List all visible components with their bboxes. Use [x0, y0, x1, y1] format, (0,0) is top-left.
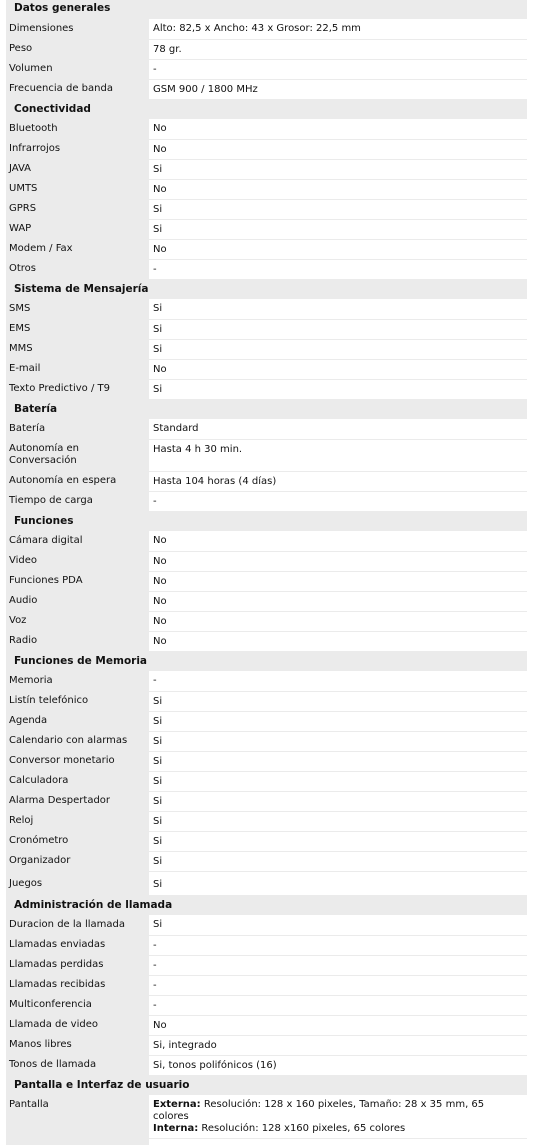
- spec-value: No: [149, 179, 527, 199]
- spec-row: [6, 531, 527, 551]
- spec-row: [6, 551, 527, 571]
- spec-value: Si: [149, 199, 527, 219]
- spec-value: Si: [149, 811, 527, 831]
- spec-row: [6, 339, 527, 359]
- spec-label: Texto Predictivo / T9: [6, 379, 149, 399]
- spec-row: [6, 19, 527, 39]
- spec-value: -: [149, 671, 527, 691]
- spec-label: Llamadas recibidas: [6, 975, 149, 995]
- spec-row: [6, 239, 527, 259]
- spec-label: Funciones PDA: [6, 571, 149, 591]
- spec-value: Si: [149, 751, 527, 771]
- spec-value: Si: [149, 691, 527, 711]
- section-header: [6, 651, 527, 671]
- spec-value: Alto: 82,5 x Ancho: 43 x Grosor: 22,5 mm: [149, 19, 527, 39]
- spec-value: No: [149, 139, 527, 159]
- spec-label: MMS: [6, 339, 149, 359]
- spec-value-text: Resolución: 128 x160 pixeles, 65 colores: [198, 1123, 406, 1134]
- spec-value: -: [149, 975, 527, 995]
- spec-row: [6, 851, 527, 871]
- spec-row: [6, 871, 527, 895]
- spec-value: No: [149, 1015, 527, 1035]
- spec-label: JAVA: [6, 159, 149, 179]
- spec-value-text: Resolución: 128 x 160 pixeles, Tamaño: 28 x 35 mm, 65 colores: [153, 1099, 485, 1122]
- spec-row: [6, 59, 527, 79]
- spec-label: Batería: [6, 419, 149, 439]
- spec-row: [6, 955, 527, 975]
- spec-value: Si: [149, 831, 527, 851]
- spec-label: Video: [6, 551, 149, 571]
- spec-label: EMS: [6, 319, 149, 339]
- section-title: Batería: [6, 399, 527, 419]
- spec-row: [6, 179, 527, 199]
- spec-value: 78 gr.: [149, 39, 527, 59]
- spec-row: [6, 1095, 527, 1138]
- spec-label: Llamadas enviadas: [6, 935, 149, 955]
- spec-label: Tonos de llamada: [6, 1055, 149, 1075]
- section-title: Datos generales: [6, 0, 527, 19]
- spec-label: Otros: [6, 259, 149, 279]
- spec-label: Volumen: [6, 59, 149, 79]
- spec-row: [6, 1035, 527, 1055]
- spec-value: No: [149, 119, 527, 139]
- spec-row: [6, 591, 527, 611]
- spec-label: Duracion de la llamada: [6, 915, 149, 935]
- spec-row: [6, 811, 527, 831]
- spec-row: [6, 831, 527, 851]
- spec-row: [6, 259, 527, 279]
- spec-row: [6, 39, 527, 59]
- spec-value: No: [149, 571, 527, 591]
- spec-value: No: [149, 551, 527, 571]
- spec-label: Audio: [6, 591, 149, 611]
- spec-value: Hasta 4 h 30 min.: [149, 439, 527, 471]
- table-continuation: [6, 1138, 527, 1145]
- spec-label: Listín telefónico: [6, 691, 149, 711]
- section-title: Administración de llamada: [6, 895, 527, 915]
- section-header: [6, 1075, 527, 1095]
- spec-label: Llamadas perdidas: [6, 955, 149, 975]
- section-title: Pantalla e Interfaz de usuario: [6, 1075, 527, 1095]
- spec-row: [6, 119, 527, 139]
- spec-label: Memoria: [6, 671, 149, 691]
- spec-label: GPRS: [6, 199, 149, 219]
- spec-label: Cámara digital: [6, 531, 149, 551]
- spec-label: Autonomía en espera: [6, 471, 149, 491]
- spec-row: [6, 975, 527, 995]
- spec-row: [6, 691, 527, 711]
- spec-value: Si: [149, 299, 527, 319]
- spec-label: Calendario con alarmas: [6, 731, 149, 751]
- section-header: [6, 99, 527, 119]
- spec-value: Si: [149, 915, 527, 935]
- spec-label: UMTS: [6, 179, 149, 199]
- spec-row: [6, 771, 527, 791]
- spec-row: [6, 995, 527, 1015]
- section-title: Funciones: [6, 511, 527, 531]
- spec-value: -: [149, 59, 527, 79]
- spec-label: Dimensiones: [6, 19, 149, 39]
- section-header: [6, 399, 527, 419]
- spec-value: Si: [149, 159, 527, 179]
- spec-value-strong: Externa:: [153, 1099, 201, 1110]
- section-header: [6, 0, 527, 19]
- spec-row: [6, 159, 527, 179]
- spec-value: -: [149, 955, 527, 975]
- spec-label: Pantalla: [6, 1095, 149, 1138]
- spec-label: Peso: [6, 39, 149, 59]
- section-title: Sistema de Mensajería: [6, 279, 527, 299]
- spec-label: Autonomía en Conversación: [6, 439, 149, 471]
- spec-label: Alarma Despertador: [6, 791, 149, 811]
- spec-label: Bluetooth: [6, 119, 149, 139]
- spec-value: GSM 900 / 1800 MHz: [149, 79, 527, 99]
- spec-value: No: [149, 359, 527, 379]
- spec-label: Llamada de video: [6, 1015, 149, 1035]
- spec-value: [149, 1095, 527, 1138]
- spec-label: Infrarrojos: [6, 139, 149, 159]
- spec-row: [6, 199, 527, 219]
- spec-row: [6, 791, 527, 811]
- spec-value: Hasta 104 horas (4 días): [149, 471, 527, 491]
- spec-row: [6, 751, 527, 771]
- spec-value: No: [149, 591, 527, 611]
- spec-label: Juegos: [6, 871, 149, 895]
- spec-row: [6, 731, 527, 751]
- spec-value: -: [149, 491, 527, 511]
- spec-value: -: [149, 995, 527, 1015]
- spec-label: Manos libres: [6, 1035, 149, 1055]
- spec-label: Calculadora: [6, 771, 149, 791]
- spec-label: Reloj: [6, 811, 149, 831]
- spec-row: [6, 915, 527, 935]
- spec-value: Si: [149, 319, 527, 339]
- section-header: [6, 511, 527, 531]
- spec-label: Radio: [6, 631, 149, 651]
- spec-label: Conversor monetario: [6, 751, 149, 771]
- spec-row: [6, 79, 527, 99]
- spec-value: Standard: [149, 419, 527, 439]
- spec-value-strong: Interna:: [153, 1123, 199, 1134]
- spec-row: [6, 139, 527, 159]
- spec-value: Si: [149, 339, 527, 359]
- spec-row: [6, 491, 527, 511]
- spec-value-line: [153, 1099, 523, 1123]
- spec-value: No: [149, 611, 527, 631]
- spec-row: [6, 471, 527, 491]
- section-title: Conectividad: [6, 99, 527, 119]
- spec-row: [6, 1015, 527, 1035]
- spec-value: No: [149, 239, 527, 259]
- spec-value: Si: [149, 379, 527, 399]
- spec-value: Si: [149, 851, 527, 871]
- spec-value: Si: [149, 791, 527, 811]
- spec-row: [6, 219, 527, 239]
- spec-value: -: [149, 259, 527, 279]
- spec-row: [6, 1055, 527, 1075]
- spec-value: Si: [149, 771, 527, 791]
- spec-row: [6, 935, 527, 955]
- spec-label: Organizador: [6, 851, 149, 871]
- spec-row: [6, 671, 527, 691]
- spec-row: [6, 319, 527, 339]
- spec-row: [6, 439, 527, 471]
- spec-label: Multiconferencia: [6, 995, 149, 1015]
- spec-label: SMS: [6, 299, 149, 319]
- spec-value: Si: [149, 219, 527, 239]
- spec-label: Cronómetro: [6, 831, 149, 851]
- spec-value: Si: [149, 871, 527, 895]
- spec-label: WAP: [6, 219, 149, 239]
- spec-label: E-mail: [6, 359, 149, 379]
- spec-value: Si: [149, 711, 527, 731]
- spec-value: No: [149, 531, 527, 551]
- spec-label: Voz: [6, 611, 149, 631]
- spec-label: Modem / Fax: [6, 239, 149, 259]
- spec-row: [6, 611, 527, 631]
- spec-value: Si: [149, 731, 527, 751]
- specifications-table: [6, 0, 527, 1139]
- spec-row: [6, 571, 527, 591]
- spec-label: Tiempo de carga: [6, 491, 149, 511]
- section-header: [6, 895, 527, 915]
- spec-row: [6, 711, 527, 731]
- section-title: Funciones de Memoria: [6, 651, 527, 671]
- spec-label: Agenda: [6, 711, 149, 731]
- spec-row: [6, 299, 527, 319]
- spec-value: Si, integrado: [149, 1035, 527, 1055]
- spec-row: [6, 419, 527, 439]
- spec-row: [6, 379, 527, 399]
- spec-label: Frecuencia de banda: [6, 79, 149, 99]
- spec-value: No: [149, 631, 527, 651]
- spec-row: [6, 631, 527, 651]
- spec-value-line: [153, 1123, 523, 1135]
- section-header: [6, 279, 527, 299]
- spec-value: Si, tonos polifónicos (16): [149, 1055, 527, 1075]
- spec-row: [6, 359, 527, 379]
- spec-value: -: [149, 935, 527, 955]
